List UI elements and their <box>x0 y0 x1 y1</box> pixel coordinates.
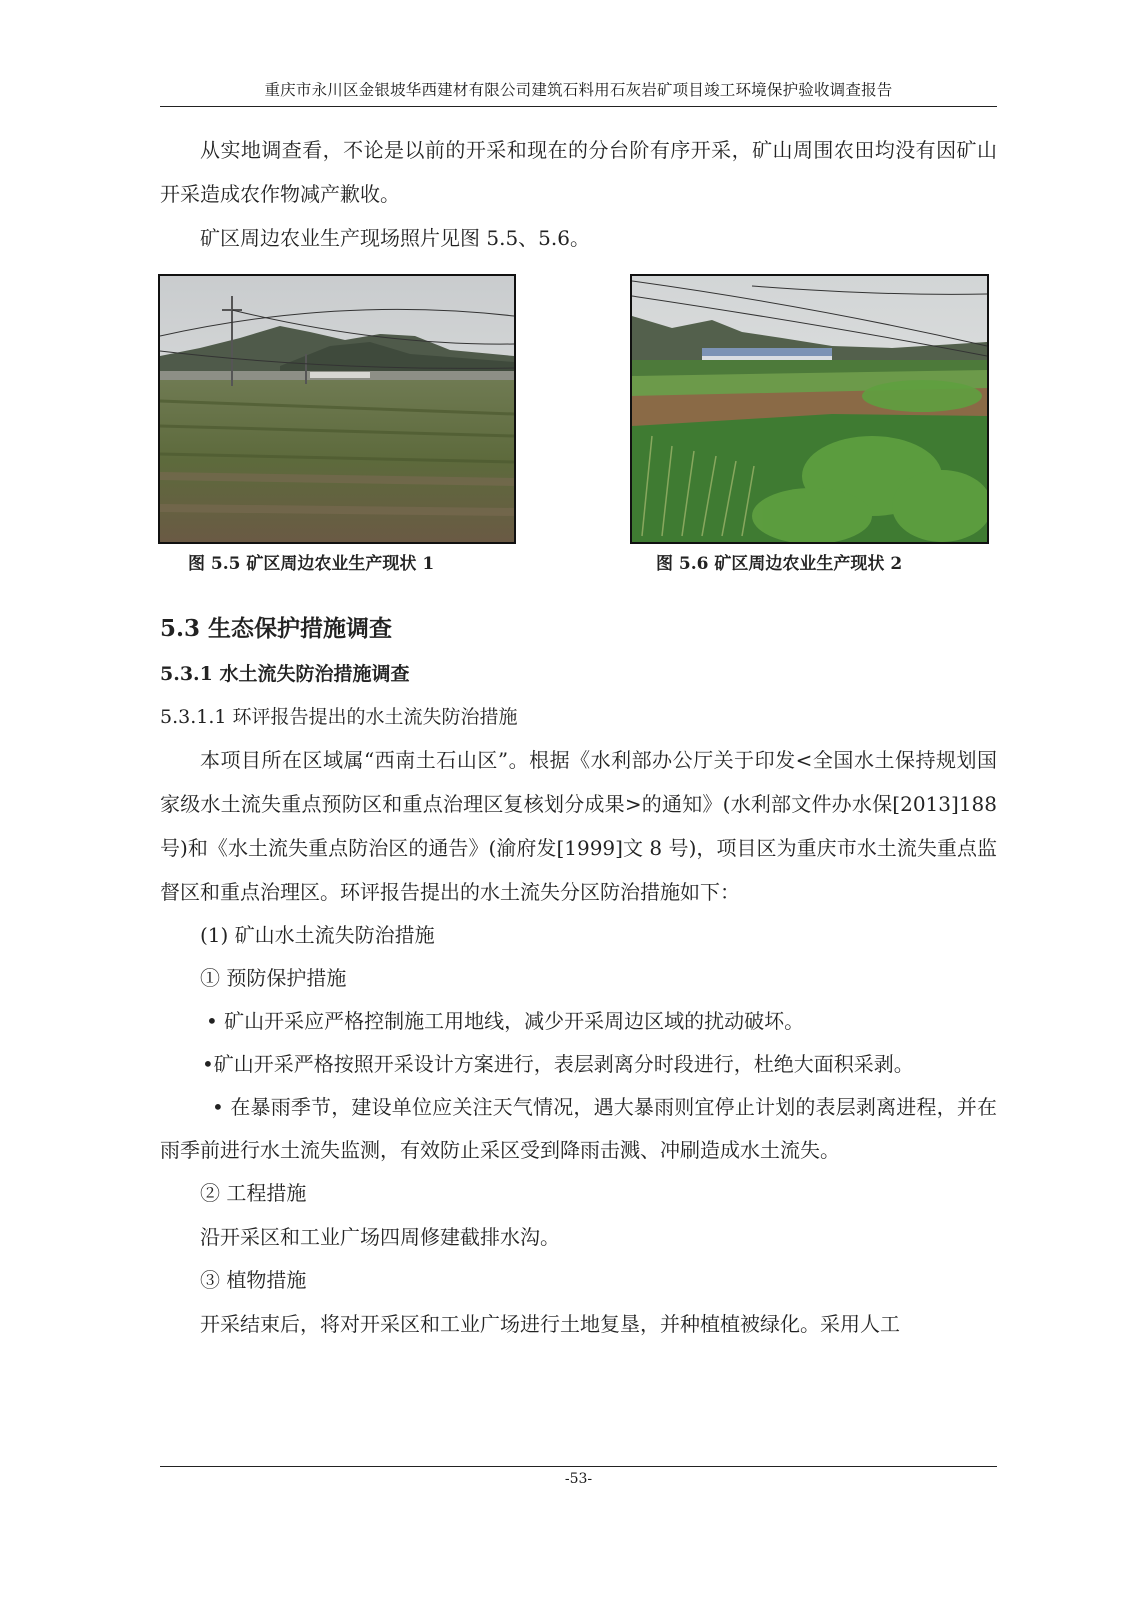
list-item: ② 工程措施 <box>200 1181 307 1205</box>
list-item: ③ 植物措施 <box>200 1268 307 1292</box>
paragraph: 矿区周边农业生产现场照片见图 5.5、5.6。 <box>200 226 590 250</box>
list-item: (1) 矿山水土流失防治措施 <box>200 923 435 947</box>
list-item: ① 预防保护措施 <box>200 966 347 990</box>
bullet-item: •矿山开采严格按照开采设计方案进行，表层剥离分时段进行，杜绝大面积采剥。 <box>202 1052 914 1076</box>
paragraph: 沿开采区和工业广场四周修建截排水沟。 <box>200 1225 560 1249</box>
subsection-heading: 5.3.1 水土流失防治措施调查 <box>160 663 410 685</box>
bullet-item: • 在暴雨季节，建设单位应关注天气情况，遇大暴雨则宜停止计划的表层剥离进程，并在雨季前进行水土流失监测，有效防止采区受到降雨击溅、冲刷造成水土流失。 <box>160 1095 997 1162</box>
subsubsection-heading: 5.3.1.1 环评报告提出的水土流失防治措施 <box>160 706 518 728</box>
page-content <box>160 128 997 1346</box>
paragraph: 从实地调查看，不论是以前的开采和现在的分台阶有序开采，矿山周围农田均没有因矿山开采造成农作物减产歉收。 <box>160 138 997 206</box>
bullet-item: • 矿山开采应严格控制施工用地线，减少开采周边区域的扰动破坏。 <box>206 1009 805 1033</box>
farmland-photo-2 <box>630 274 989 544</box>
figure-caption: 图 5.5 矿区周边农业生产现状 1 <box>188 554 435 574</box>
page-number: -53- <box>160 1466 997 1487</box>
section-heading: 5.3 生态保护措施调查 <box>160 615 393 642</box>
paragraph: 本项目所在区域属“西南土石山区”。根据《水利部办公厅关于印发<全国水土保持规划国家级水土流失重点预防区和重点治理区复核划分成果>的通知》(水利部文件办水保[2013]188 号)和《水土流失重点防治区的通告》(渝府发[1999]文 8 号)，项目区为重庆市水土流失重点监督区和重点治理区。环评报告提出的水土流失分区防治措施如下： <box>160 748 997 904</box>
page-header: 重庆市永川区金银坡华西建材有限公司建筑石料用石灰岩矿项目竣工环境保护验收调查报告 <box>160 78 997 107</box>
farmland-photo-1 <box>158 274 516 544</box>
paragraph: 开采结束后，将对开采区和工业广场进行土地复垦，并种植植被绿化。采用人工 <box>200 1312 900 1336</box>
figure-row <box>160 268 997 598</box>
figure-caption: 图 5.6 矿区周边农业生产现状 2 <box>656 554 903 574</box>
